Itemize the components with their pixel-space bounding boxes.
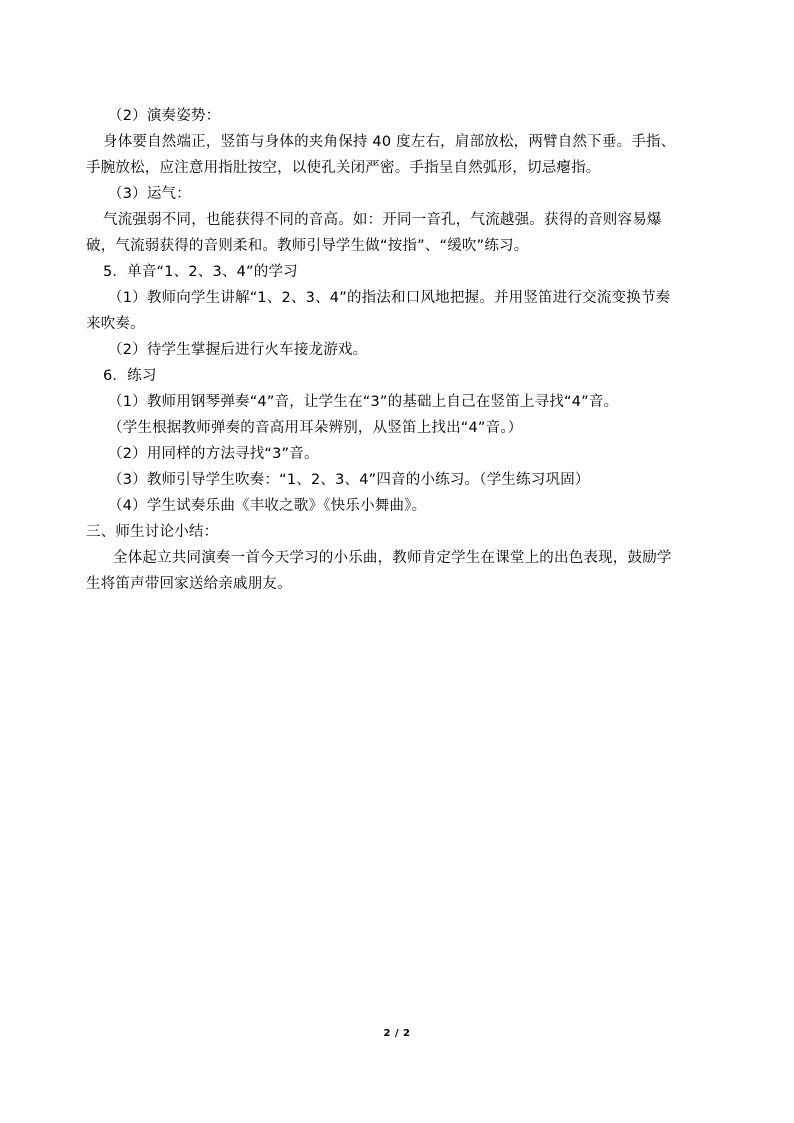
section-heading-single-notes: 5．单音“1、2、3、4”的学习 bbox=[103, 264, 298, 280]
list-item: （1）教师向学生讲解“1、2、3、4”的指法和口风地把握。并用竖笛进行交流变换节奏 bbox=[108, 290, 671, 306]
section-heading-practice: 6．练习 bbox=[103, 368, 157, 384]
paragraph-line: 生将笛声带回家送给亲戚朋友。 bbox=[86, 576, 292, 592]
paragraph-line: 身体要自然端正，竖笛与身体的夹角保持 40 度左右，肩部放松，两臂自然下垂。手指、 bbox=[103, 134, 676, 150]
list-item: （2）待学生掌握后进行火车接龙游戏。 bbox=[108, 342, 368, 358]
page-number: 2 / 2 bbox=[383, 1028, 411, 1039]
list-item: （3）教师引导学生吹奏：“1、2、3、4”四音的小练习。（学生练习巩固） bbox=[108, 472, 590, 488]
document-body bbox=[86, 103, 726, 597]
paragraph-line: 破，气流弱获得的音则柔和。教师引导学生做“按指”、“缓吹”练习。 bbox=[86, 238, 529, 254]
section-heading-summary: 三、师生讨论小结： bbox=[86, 524, 219, 540]
subheading-breathing: （3）运气： bbox=[108, 186, 191, 202]
list-item-note: （学生根据教师弹奏的音高用耳朵辨别，从竖笛上找出“4”音。） bbox=[108, 420, 523, 436]
paragraph-line: 来吹奏。 bbox=[86, 316, 145, 332]
list-item: （2）用同样的方法寻找“3”音。 bbox=[108, 446, 319, 462]
paragraph-line: 气流强弱不同，也能获得不同的音高。如：开同一音孔，气流越强。获得的音则容易爆 bbox=[103, 212, 662, 228]
list-item: （1）教师用钢琴弹奏“4”音，让学生在“3”的基础上自己在竖笛上寻找“4”音。 bbox=[108, 394, 619, 410]
paragraph-line: 全体起立共同演奏一首今天学习的小乐曲，教师肯定学生在课堂上的出色表现，鼓励学 bbox=[113, 550, 672, 566]
subheading-playing-posture: （2）演奏姿势： bbox=[108, 108, 221, 124]
paragraph-line: 手腕放松，应注意用指肚按空，以使孔关闭严密。手指呈自然弧形，切忌瘪指。 bbox=[86, 160, 601, 176]
list-item: （4）学生试奏乐曲《丰收之歌》《快乐小舞曲》。 bbox=[108, 498, 427, 514]
